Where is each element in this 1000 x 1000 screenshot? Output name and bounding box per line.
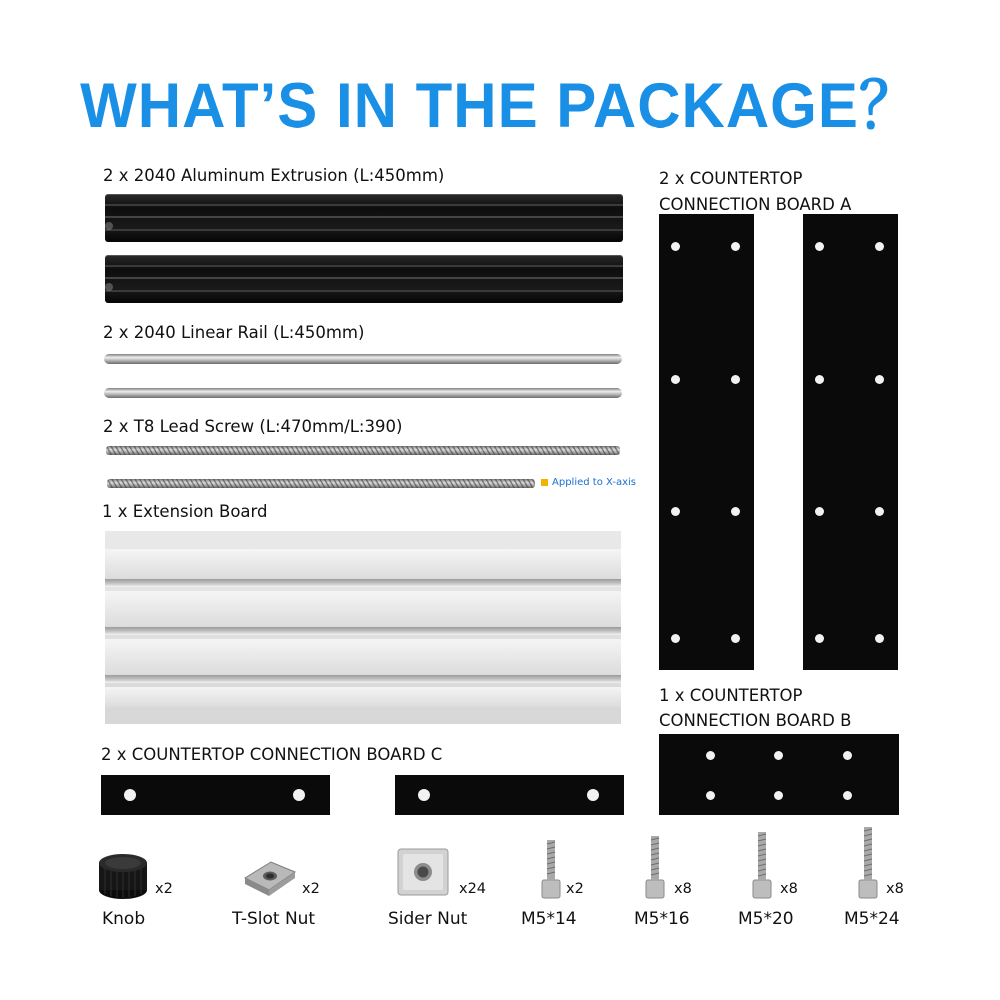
aluminum-extrusion-1 bbox=[105, 194, 623, 242]
screw-m5-24-qty: x8 bbox=[886, 881, 904, 897]
x-axis-note bbox=[541, 477, 636, 488]
connection-board-c-2 bbox=[395, 775, 624, 815]
screw-m5-24-icon bbox=[857, 825, 879, 900]
extension-board-label: 1 x Extension Board bbox=[102, 502, 268, 521]
linear-rail-2 bbox=[104, 388, 622, 398]
sider-nut-qty: x24 bbox=[459, 881, 487, 897]
connection-board-a-2 bbox=[803, 214, 898, 670]
lead-screw-label: 2 x T8 Lead Screw (L:470mm/L:390) bbox=[103, 417, 403, 436]
screw-m5-16-icon bbox=[644, 834, 666, 900]
board-a-label-line2: CONNECTION BOARD A bbox=[659, 195, 852, 214]
linear-rail-1 bbox=[104, 354, 622, 364]
sider-nut-icon bbox=[394, 845, 454, 899]
page-title: WHAT’S IN THE PACKAGE？ bbox=[80, 70, 920, 141]
screw-m5-14-qty: x2 bbox=[566, 881, 584, 897]
connection-board-b bbox=[659, 734, 899, 815]
linear-rail-label: 2 x 2040 Linear Rail (L:450mm) bbox=[103, 323, 365, 342]
lead-screw-2 bbox=[107, 479, 535, 488]
screw-m5-20-icon bbox=[751, 830, 773, 900]
screw-m5-24-label: M5*24 bbox=[844, 909, 900, 929]
t-slot-nut-qty: x2 bbox=[302, 881, 320, 897]
knob-icon bbox=[97, 850, 152, 902]
knob-qty: x2 bbox=[155, 881, 173, 897]
screw-m5-20-label: M5*20 bbox=[738, 909, 794, 929]
board-b-label bbox=[659, 683, 851, 733]
screw-m5-16-qty: x8 bbox=[674, 881, 692, 897]
knob-label: Knob bbox=[102, 909, 146, 929]
sider-nut-label: Sider Nut bbox=[388, 909, 468, 929]
screw-m5-14-label: M5*14 bbox=[521, 909, 577, 929]
t-slot-nut-icon bbox=[241, 856, 299, 898]
lead-screw-1 bbox=[106, 446, 620, 455]
connection-board-c-1 bbox=[101, 775, 330, 815]
screw-m5-14-icon bbox=[540, 838, 562, 900]
note-marker-icon bbox=[541, 479, 548, 486]
screw-m5-16-label: M5*16 bbox=[634, 909, 690, 929]
aluminum-extrusion-2 bbox=[105, 255, 623, 303]
extension-board bbox=[105, 531, 621, 724]
board-a-label bbox=[659, 166, 851, 218]
board-b-label-line2: CONNECTION BOARD B bbox=[659, 711, 852, 730]
board-b-label-line1: 1 x COUNTERTOP bbox=[659, 686, 803, 705]
screw-m5-20-qty: x8 bbox=[780, 881, 798, 897]
t-slot-nut-label: T-Slot Nut bbox=[232, 909, 316, 929]
connection-board-a-1 bbox=[659, 214, 754, 670]
board-c-label: 2 x COUNTERTOP CONNECTION BOARD C bbox=[101, 745, 443, 764]
board-a-label-line1: 2 x COUNTERTOP bbox=[659, 169, 803, 188]
x-axis-note-text: Applied to X-axis bbox=[552, 477, 636, 488]
extrusion-label: 2 x 2040 Aluminum Extrusion (L:450mm) bbox=[103, 166, 445, 185]
